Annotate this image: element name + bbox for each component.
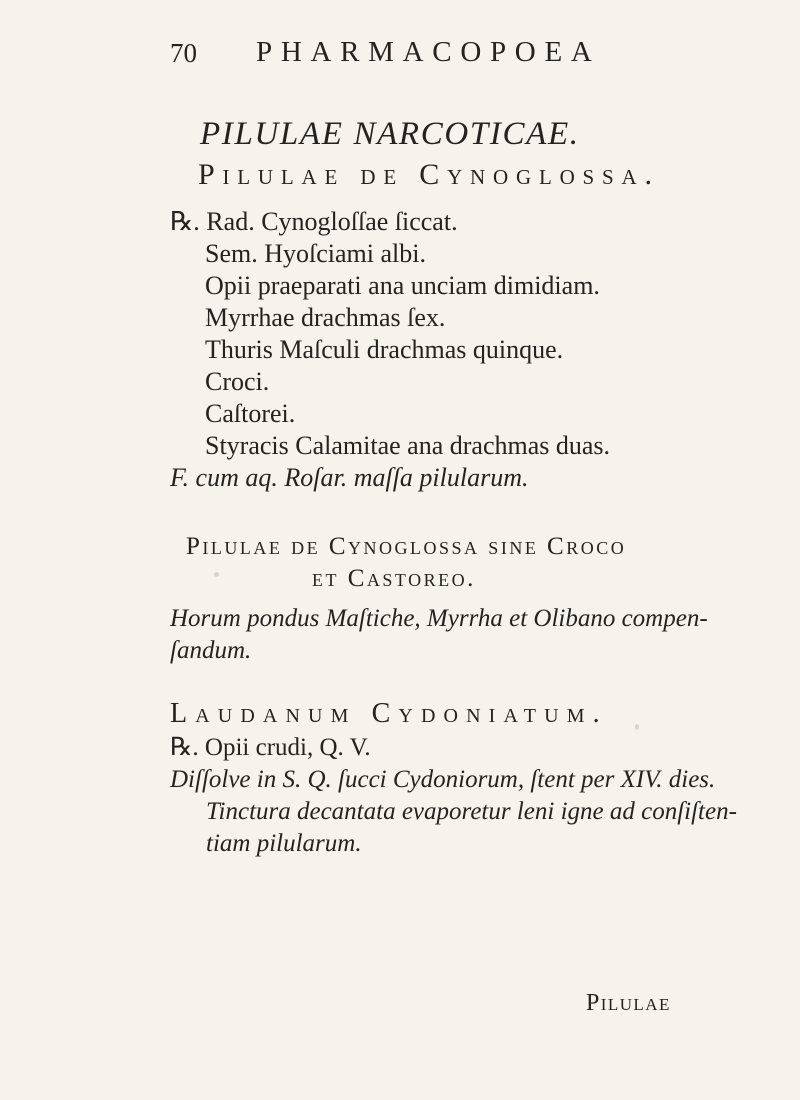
recipe-line: Myrrhae drachmas ſex. xyxy=(205,303,446,332)
recipe-line: Sem. Hyoſciami albi. xyxy=(205,239,426,268)
heading-line: et Castoreo. xyxy=(312,565,476,592)
recipe-line: Styracis Calamitae ana drachmas duas. xyxy=(205,431,611,460)
recipe-line: Diſſolve in S. Q. ſucci Cydoniorum, ſtent per XIV. dies. xyxy=(170,766,716,793)
section-heading-laudanum: Laudanum Cydoniatum. xyxy=(170,698,608,729)
heading-line: Pilulae de Cynoglossa sine Croco xyxy=(186,533,627,560)
recipe-cynoglossa xyxy=(170,206,610,494)
note-line: ſandum. xyxy=(170,637,252,664)
note-text xyxy=(170,603,708,667)
recipe-line: Caſtorei. xyxy=(205,399,296,428)
recipe-line: Tinctura decantata evaporetur leni igne ad conſiſten- xyxy=(206,798,737,825)
recipe-line: ℞. Opii crudi, Q. V. xyxy=(170,734,371,761)
recipe-line: Opii praeparati ana unciam dimidiam. xyxy=(205,271,600,300)
section-heading-cynoglossa: Pilulae de Cynoglossa. xyxy=(198,158,660,191)
recipe-laudanum xyxy=(170,732,737,860)
running-title: PHARMACOPOEA xyxy=(256,36,601,68)
recipe-line: Croci. xyxy=(205,367,270,396)
page-number: 70 xyxy=(170,38,197,68)
section-heading-sine-croco xyxy=(186,531,626,595)
note-line: Horum pondus Maſtiche, Myrrha et Olibano compen- xyxy=(170,605,708,632)
recipe-line: Thuris Maſculi drachmas quinque. xyxy=(205,335,564,364)
recipe-line: ℞. Rad. Cynogloſſae ſiccat. xyxy=(170,207,458,236)
foxing-spot xyxy=(635,724,639,730)
running-head xyxy=(0,32,800,72)
main-title: PILULAE NARCOTICAE. xyxy=(200,116,580,152)
catchword: Pilulae xyxy=(586,990,671,1016)
recipe-final-line: F. cum aq. Roſar. maſſa pilularum. xyxy=(170,463,529,492)
recipe-line: tiam pilularum. xyxy=(206,830,362,857)
